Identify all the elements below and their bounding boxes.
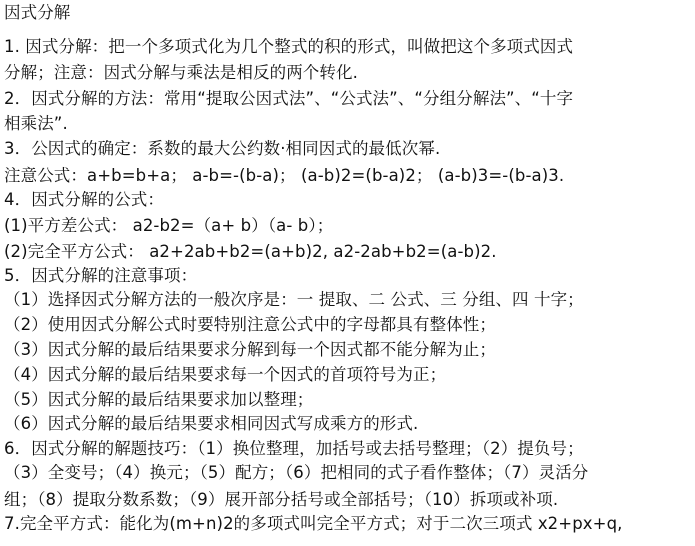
text-line: 5．因式分解的注意事项：	[4, 266, 198, 285]
text-line: 4．因式分解的公式：	[4, 190, 164, 209]
text-line: 2．因式分解的方法：常用“提取公因式法”、“公式法”、“分组分解法”、“十字	[4, 89, 574, 108]
text-line: 3．公因式的确定：系数的最大公约数·相同因式的最低次幂.	[4, 139, 441, 158]
text-line: （6）因式分解的最后结果要求相同因式写成乘方的形式.	[4, 414, 419, 433]
text-line: （3）全变号；（4）换元；（5）配方；（6）把相同的式子看作整体；（7）灵活分	[4, 463, 589, 482]
text-line: （3）因式分解的最后结果要求分解到每一个因式都不能分解为止；	[4, 340, 496, 359]
text-line: （5）因式分解的最后结果要求加以整理；	[4, 390, 314, 409]
text-line: 1. 因式分解：把一个多项式化为几个整式的积的形式，叫做把这个多项式因式	[4, 37, 574, 56]
text-line: (1)平方差公式： a2-b2=（a+ b）（a- b）；	[4, 216, 334, 235]
text-line: (2)完全平方公式： a2+2ab+b2=(a+b)2, a2-2ab+b2=(a-b)2.	[4, 242, 497, 261]
text-line: （4）因式分解的最后结果要求每一个因式的首项符号为正；	[4, 365, 447, 384]
text-line: （2）使用因式分解公式时要特别注意公式中的字母都具有整体性；	[4, 315, 496, 334]
text-line: 分解；注意：因式分解与乘法是相反的两个转化.	[4, 63, 358, 82]
text-line: 7.完全平方式：能化为(m+n)2的多项式叫完全平方式；对于二次三项式 x2+px+q,	[4, 514, 623, 533]
text-line: 相乘法”.	[4, 114, 68, 133]
text-line: （1）选择因式分解方法的一般次序是：一 提取、二 公式、三 分组、四 十字；	[4, 290, 584, 309]
text-line: 组；（8）提取分数系数；（9）展开部分括号或全部括号；（10）拆项或补项.	[4, 490, 559, 509]
document-title: 因式分解	[4, 3, 71, 22]
text-line: 6．因式分解的解题技巧：（1）换位整理，加括号或去括号整理；（2）提负号；	[4, 439, 584, 458]
text-line: 注意公式：a+b=b+a； a-b=-(b-a)； (a-b)2=(b-a)2； (a-b)3=-(b-a)3.	[4, 166, 565, 185]
